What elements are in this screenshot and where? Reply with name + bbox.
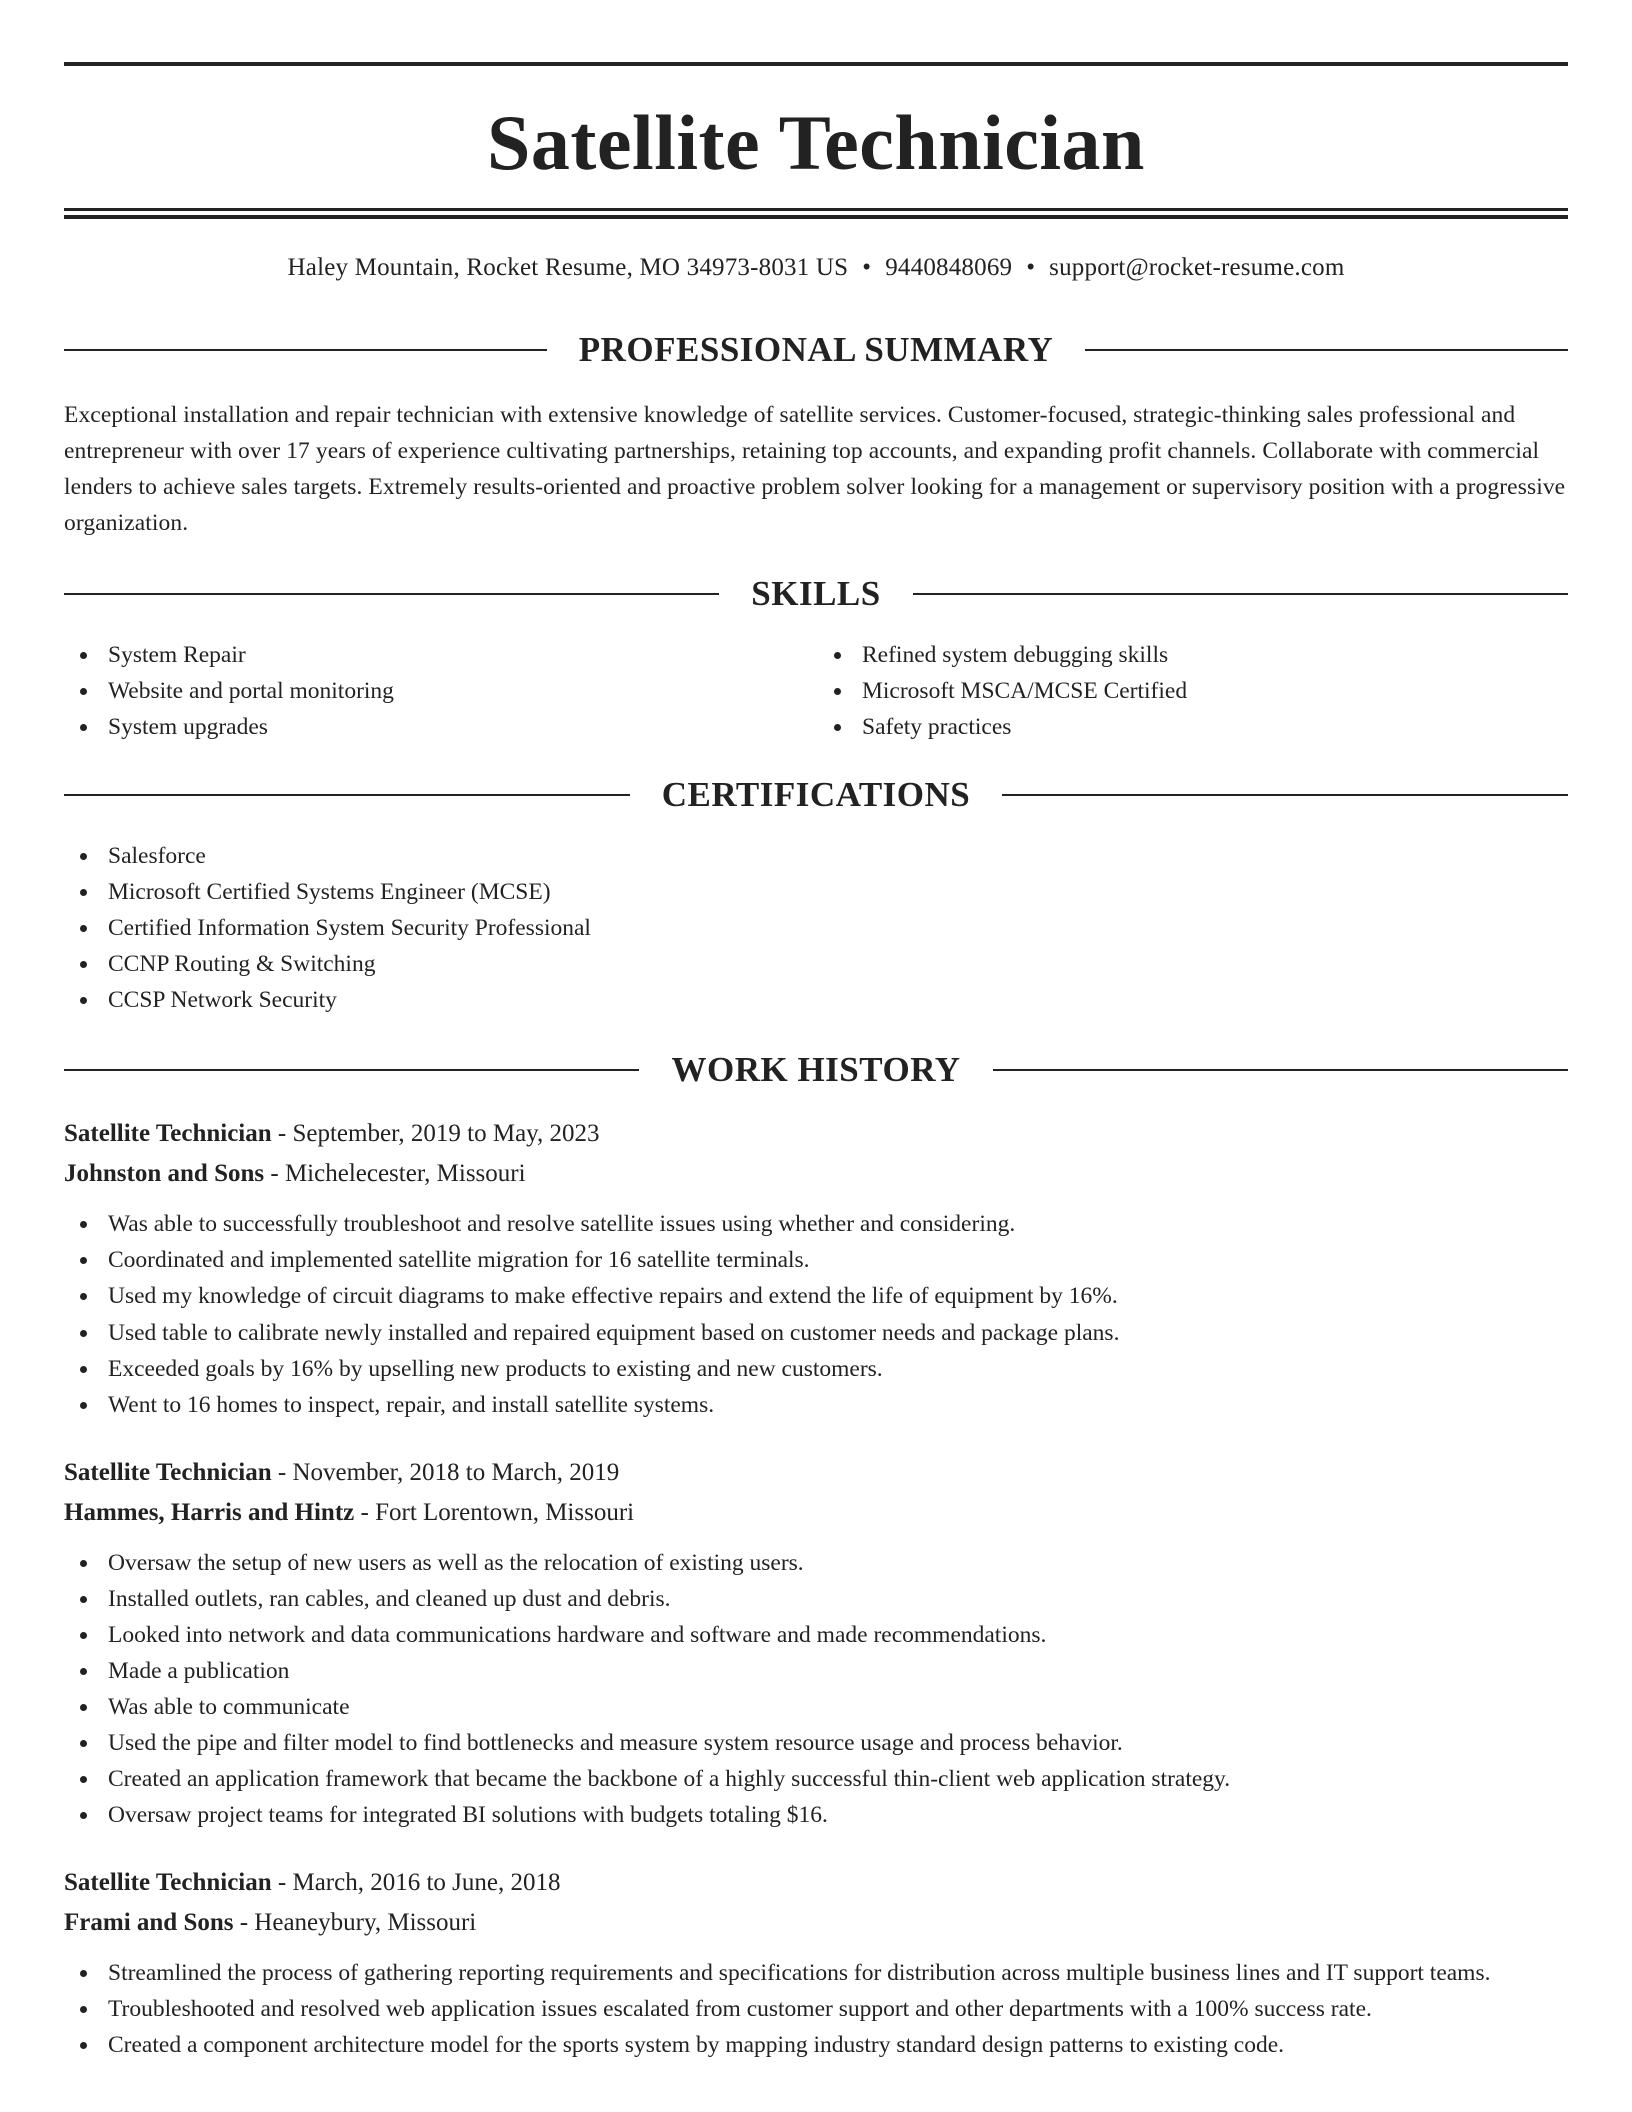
skills-columns [64,637,1568,745]
section-rule [1085,349,1568,351]
certifications-list [64,838,1568,1018]
job-bullet: Coordinated and implemented satellite migration for 16 satellite terminals. [64,1242,1568,1278]
section-rule [913,593,1568,595]
section-rule [64,593,719,595]
job-title-line [64,1114,1568,1154]
job-location: - Michelecester, Missouri [264,1160,526,1187]
job-title: Satellite Technician [64,1869,272,1897]
section-title: WORK HISTORY [671,1050,961,1089]
job-bullet: Made a publication [64,1653,1568,1689]
contact-address: Haley Mountain, Rocket Resume, MO 34973-8031 US [287,254,849,281]
section-title: PROFESSIONAL SUMMARY [578,330,1054,369]
job-title: Satellite Technician [64,1120,272,1147]
job-bullet: Streamlined the process of gathering reporting requirements and specifications for distribution across multiple business lines and IT support teams. [64,1955,1568,1991]
section-rule [64,1069,639,1071]
job-bullet: Installed outlets, ran cables, and cleaned up dust and debris. [64,1581,1568,1617]
section-rule [64,794,630,796]
section-header-certifications [64,777,1568,812]
certification-item: Certified Information System Security Professional [64,910,1568,946]
section-rule [64,349,547,351]
job-bullet: Troubleshooted and resolved web application issues escalated from customer support and other departments with a 100% success rate. [64,1991,1568,2027]
top-rule [64,62,1568,66]
job-dates: - September, 2019 to May, 2023 [271,1120,600,1147]
job-bullet: Was able to communicate [64,1689,1568,1725]
job-company: Hammes, Harris and Hintz [64,1499,355,1527]
job-bullets [64,1545,1568,1833]
section-rule [1002,794,1568,796]
skills-list-right [816,637,1568,745]
section-title: SKILLS [751,574,881,613]
certification-item: CCSP Network Security [64,982,1568,1018]
certification-item: Salesforce [64,838,1568,874]
job-company: Johnston and Sons [64,1160,265,1187]
skill-item: System upgrades [64,709,816,745]
job-bullets [64,1955,1568,2063]
skill-item: Website and portal monitoring [64,673,816,709]
contact-phone: 9440848069 [885,254,1013,281]
skill-item: Refined system debugging skills [818,637,1568,673]
section-rule [993,1069,1568,1071]
job-entry [64,1114,1568,1423]
skills-list-left [64,637,816,745]
job-dates: - November, 2018 to March, 2019 [271,1459,620,1487]
job-bullet: Went to 16 homes to inspect, repair, and install satellite systems. [64,1387,1568,1423]
job-bullet: Exceeded goals by 16% by upselling new products to existing and new customers. [64,1351,1568,1387]
job-bullet: Used table to calibrate newly installed and repaired equipment based on customer needs and package plans. [64,1315,1568,1351]
section-header-summary [64,332,1568,367]
contact-separator: • [862,254,872,281]
contact-separator: • [1026,254,1036,281]
job-title-line [64,1453,1568,1493]
section-title: CERTIFICATIONS [661,775,971,814]
job-entry [64,1453,1568,1833]
job-title-line [64,1863,1568,1903]
section-header-skills [64,576,1568,611]
job-company-line [64,1154,1568,1194]
summary-text: Exceptional installation and repair technician with extensive knowledge of satellite services. Customer-focused, strategic-thinking sales professional and entrepreneur with over 17 years of experience cultivating partnerships, retaining top accounts, and expanding profit channels. Collaborate with commercial lenders to achieve sales targets. Extremely results-oriented and proactive problem solver looking for a management or supervisory position with a progressive organization. [64,402,1566,536]
title-double-rule [64,208,1568,219]
job-bullet: Oversaw project teams for integrated BI solutions with budgets totaling $16. [64,1797,1568,1833]
job-bullet: Created a component architecture model for the sports system by mapping industry standard design patterns to existing code. [64,2027,1568,2063]
contact-email: support@rocket-resume.com [1049,254,1345,281]
job-bullets [64,1206,1568,1423]
job-bullet: Used the pipe and filter model to find bottlenecks and measure system resource usage and process behavior. [64,1725,1568,1761]
job-bullet: Looked into network and data communications hardware and software and made recommendations. [64,1617,1568,1653]
job-title: Satellite Technician [64,1459,272,1487]
job-location: - Fort Lorentown, Missouri [354,1499,635,1527]
job-bullet: Was able to successfully troubleshoot and resolve satellite issues using whether and considering. [64,1206,1568,1242]
job-company-line [64,1493,1568,1533]
job-company: Frami and Sons [64,1909,234,1937]
certification-item: Microsoft Certified Systems Engineer (MCSE) [64,874,1568,910]
job-dates: - March, 2016 to June, 2018 [271,1869,561,1897]
job-bullet: Oversaw the setup of new users as well as the relocation of existing users. [64,1545,1568,1581]
job-bullet: Used my knowledge of circuit diagrams to make effective repairs and extend the life of equipment by 16%. [64,1278,1568,1314]
job-bullet: Created an application framework that became the backbone of a highly successful thin-client web application strategy. [64,1761,1568,1797]
skill-item: System Repair [64,637,816,673]
job-company-line [64,1903,1568,1943]
resume-title: Satellite Technician [487,99,1145,186]
section-header-work-history [64,1052,1568,1087]
certification-item: CCNP Routing & Switching [64,946,1568,982]
skill-item: Safety practices [818,709,1568,745]
resume-page [64,62,1568,2063]
skill-item: Microsoft MSCA/MCSE Certified [818,673,1568,709]
job-entry [64,1863,1568,2063]
job-location: - Heaneybury, Missouri [233,1909,477,1937]
contact-line [64,255,1568,280]
